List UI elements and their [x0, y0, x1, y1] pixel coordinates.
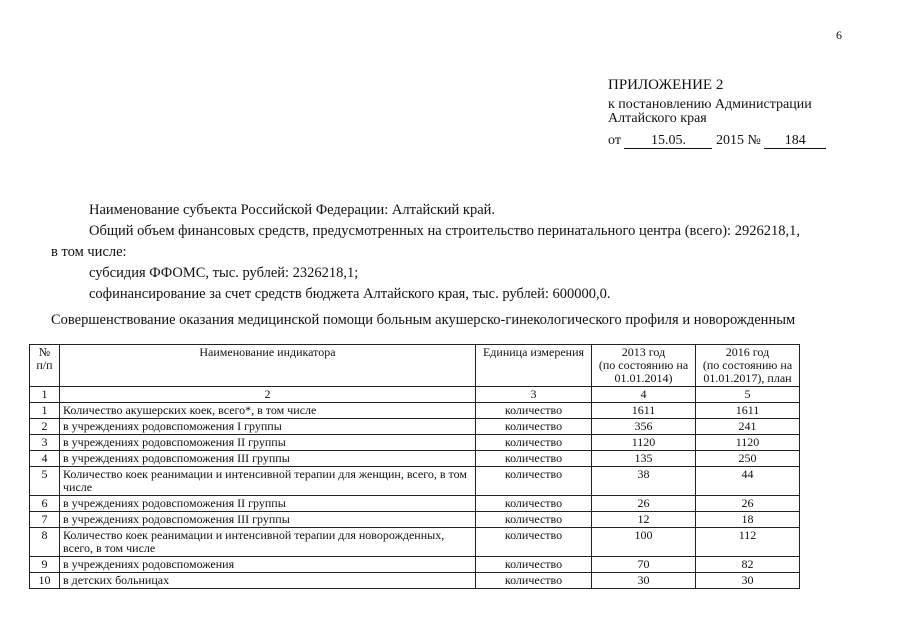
value-2013: 26 [592, 496, 696, 512]
table-row [30, 403, 800, 419]
indicator-name: Количество коек реанимации и интенсивной терапии для женщин, всего, в том числе [60, 467, 476, 496]
unit-cell: количество [476, 403, 592, 419]
page-number: 6 [836, 28, 842, 42]
decree-date: 15.05. [624, 134, 712, 149]
column-number: 3 [476, 387, 592, 403]
subsidy-line: субсидия ФФОМС, тыс. рублей: 2326218,1; [89, 265, 359, 281]
total-funding-line: Общий объем финансовых средств, предусмотренных на строительство перинатального центра (всего): 2926218,1, [89, 223, 800, 239]
value-2016: 18 [696, 512, 800, 528]
appendix-date-line [608, 134, 826, 149]
value-2013: 1611 [592, 403, 696, 419]
value-2016: 26 [696, 496, 800, 512]
decree-year: 2015 № [715, 133, 761, 148]
header-2013 [592, 345, 696, 387]
value-2013: 38 [592, 467, 696, 496]
intro-section [51, 200, 851, 305]
header-2016-line-2: (по состоянию на [702, 358, 793, 372]
row-number: 1 [30, 403, 60, 419]
appendix-block [608, 78, 826, 149]
header-unit: Единица измерения [476, 345, 592, 387]
indicator-name: в учреждениях родовспоможения I группы [60, 419, 476, 435]
column-number: 5 [696, 387, 800, 403]
indicator-name: в учреждениях родовспоможения III группы [60, 512, 476, 528]
table-row [30, 557, 800, 573]
table-row [30, 512, 800, 528]
date-prefix: от [608, 133, 621, 148]
table-row [30, 451, 800, 467]
indicator-name: в учреждениях родовспоможения II группы [60, 496, 476, 512]
appendix-line-2: Алтайского края [608, 111, 707, 126]
value-2016: 1611 [696, 403, 800, 419]
cofinancing-line: софинансирование за счет средств бюджета Алтайского края, тыс. рублей: 600000,0. [89, 286, 611, 302]
header-2016-line-3: 01.01.2017), план [703, 371, 792, 385]
row-number: 9 [30, 557, 60, 573]
indicator-name: Количество коек реанимации и интенсивной терапии для новорожденных, всего, в том числе [60, 528, 476, 557]
header-no [30, 345, 60, 387]
unit-cell: количество [476, 451, 592, 467]
table-heading: Совершенствование оказания медицинской помощи больным акушерско-гинекологического профиля и новорожденным [51, 312, 796, 328]
value-2013: 12 [592, 512, 696, 528]
value-2016: 30 [696, 573, 800, 589]
row-number: 5 [30, 467, 60, 496]
column-number: 4 [592, 387, 696, 403]
row-number: 4 [30, 451, 60, 467]
total-funding-continuation: в том числе: [51, 244, 127, 260]
column-number: 2 [60, 387, 476, 403]
table-body [30, 403, 800, 589]
table-row [30, 419, 800, 435]
value-2013: 100 [592, 528, 696, 557]
row-number: 2 [30, 419, 60, 435]
row-number: 8 [30, 528, 60, 557]
table-row [30, 435, 800, 451]
row-number: 6 [30, 496, 60, 512]
row-number: 3 [30, 435, 60, 451]
header-2013-line-2: (по состоянию на [598, 358, 689, 372]
header-2013-line-3: 01.01.2014) [614, 371, 673, 385]
indicator-name: в учреждениях родовспоможения III группы [60, 451, 476, 467]
value-2013: 356 [592, 419, 696, 435]
unit-cell: количество [476, 528, 592, 557]
header-2016-line-1: 2016 год [725, 345, 770, 359]
value-2013: 30 [592, 573, 696, 589]
table-header-row [30, 345, 800, 387]
value-2013: 135 [592, 451, 696, 467]
unit-cell: количество [476, 573, 592, 589]
subject-name: Наименование субъекта Российской Федерации: Алтайский край. [89, 202, 496, 218]
unit-cell: количество [476, 435, 592, 451]
value-2013: 1120 [592, 435, 696, 451]
table-row [30, 528, 800, 557]
value-2016: 1120 [696, 435, 800, 451]
indicator-name: в детских больницах [60, 573, 476, 589]
unit-cell: количество [476, 419, 592, 435]
row-number: 10 [30, 573, 60, 589]
value-2016: 44 [696, 467, 800, 496]
table-row [30, 573, 800, 589]
header-no-line-1: № [38, 345, 51, 359]
appendix-line-1: к постановлению Администрации [608, 97, 812, 112]
value-2016: 112 [696, 528, 800, 557]
unit-cell: количество [476, 557, 592, 573]
value-2013: 70 [592, 557, 696, 573]
indicator-name: Количество акушерских коек, всего*, в том числе [60, 403, 476, 419]
table-row [30, 467, 800, 496]
unit-cell: количество [476, 467, 592, 496]
value-2016: 250 [696, 451, 800, 467]
value-2016: 241 [696, 419, 800, 435]
header-2013-line-1: 2013 год [621, 345, 666, 359]
header-no-line-2: п/п [36, 358, 53, 372]
appendix-title: ПРИЛОЖЕНИЕ 2 [608, 77, 724, 93]
indicator-name: в учреждениях родовспоможения II группы [60, 435, 476, 451]
header-2016 [696, 345, 800, 387]
value-2016: 82 [696, 557, 800, 573]
decree-number: 184 [764, 134, 826, 149]
unit-cell: количество [476, 496, 592, 512]
unit-cell: количество [476, 512, 592, 528]
table-row [30, 496, 800, 512]
indicator-name: в учреждениях родовспоможения [60, 557, 476, 573]
indicators-table [29, 344, 800, 589]
column-number: 1 [30, 387, 60, 403]
column-number-row [30, 387, 800, 403]
header-name: Наименование индикатора [60, 345, 476, 387]
row-number: 7 [30, 512, 60, 528]
